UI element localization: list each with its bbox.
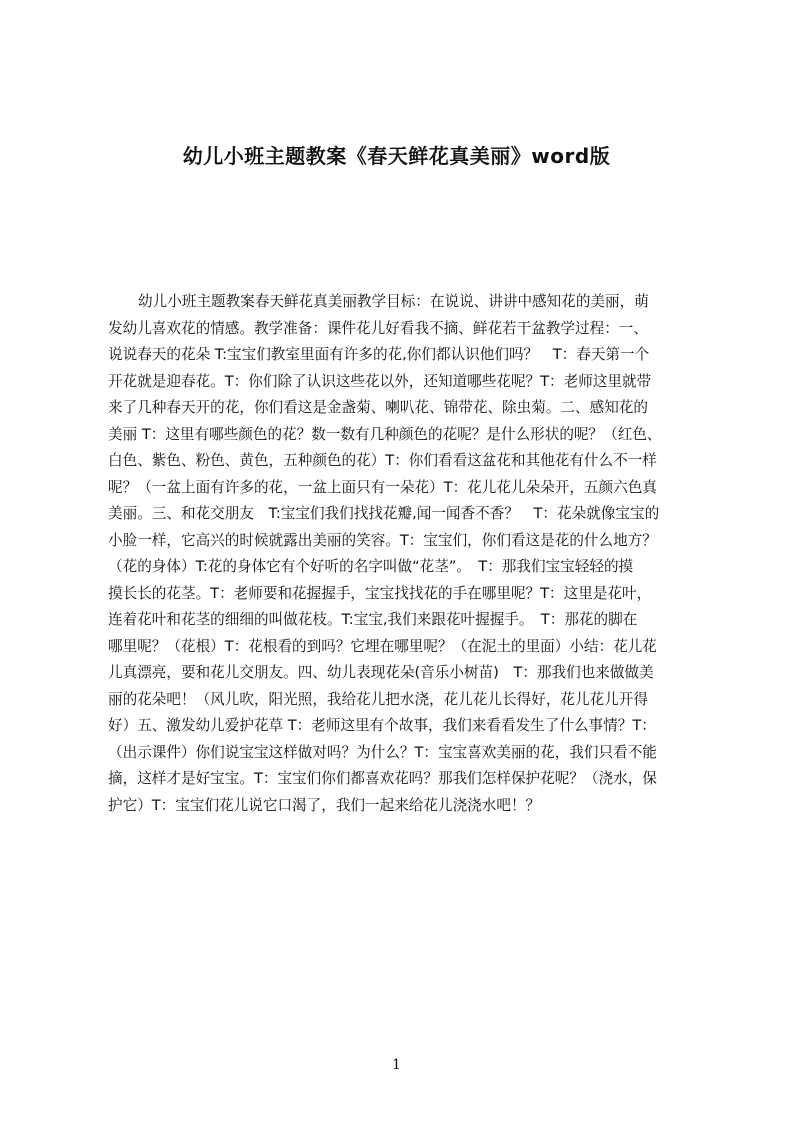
body-line: 丽的花朵吧！（风儿吹，阳光照，我给花儿把水浇，花儿花儿长得好，花儿花儿开得 [108, 690, 648, 708]
body-line: 哪里呢？（花根）T：花根看的到吗？它埋在哪里呢？（在泥土的里面）小结：花儿花 [108, 637, 657, 655]
body-line: 幼儿小班主题教案春天鲜花真美丽教学目标：在说说、讲讲中感知花的美丽，萌 [138, 293, 649, 310]
page-number: 1 [392, 1057, 401, 1073]
body-line: 开花就是迎春花。T：你们除了认识这些花以外，还知道哪些花呢？T：老师这里就带 [108, 372, 652, 390]
body-line: 白色、紫色、粉色、黄色，五种颜色的花）T：你们看看这盆花和其他花有什么不一样 [108, 452, 657, 469]
body-line: 连着花叶和花茎的细细的叫做花枝。T:宝宝,我们来跟花叶握握手。 T：那花的脚在 [108, 611, 638, 628]
body-line: （花的身体）T:花的身体它有个好听的名字叫做“花茎”。 T：那我们宝宝轻轻的摸 [108, 558, 634, 575]
document-body [108, 289, 698, 829]
body-line: 来了几种春天开的花，你们看这是金盏菊、喇叭花、锦带花、除虫菊。二、感知花的 [108, 399, 648, 416]
body-line: 好）五、激发幼儿爱护花草 T：老师这里有个故事，我们来看看发生了什么事情？T： [108, 717, 656, 734]
body-line: 摘，这样才是好宝宝。T：宝宝们你们都喜欢花吗？那我们怎样保护花呢？（浇水，保 [108, 770, 657, 787]
body-line: 发幼儿喜欢花的情感。教学准备：课件花儿好看我不摘、鲜花若干盆教学过程：一、 [108, 319, 648, 337]
body-line: 美丽 T：这里有哪些颜色的花？数一数有几种颜色的花呢？是什么形状的呢？（红色、 [108, 425, 662, 443]
body-line: 儿真漂亮，要和花儿交朋友。四、幼儿表现花朵(音乐小树苗) T：那我们也来做做美 [108, 664, 654, 681]
body-line: 护它）T：宝宝们花儿说它口渴了，我们一起来给花儿浇浇水吧！？ [108, 796, 541, 814]
document-title: 幼儿小班主题教案《春天鲜花真美丽》word版 [182, 144, 611, 168]
body-line: 说说春天的花朵 T:宝宝们教室里面有许多的花,你们都认识他们吗？ T：春天第一个 [108, 346, 650, 363]
body-line: 呢？（一盆上面有许多的花，一盆上面只有一朵花）T：花儿花儿朵朵开，五颜六色真 [108, 478, 657, 496]
body-line: 摸长长的花茎。T：老师要和花握握手，宝宝找找花的手在哪里呢？T：这里是花叶， [108, 584, 652, 602]
body-line: （出示课件）你们说宝宝这样做对吗？为什么？T：宝宝喜欢美丽的花，我们只看不能 [108, 743, 657, 761]
body-line: 小脸一样，它高兴的时候就露出美丽的笑容。T：宝宝们，你们看这是花的什么地方？ [108, 531, 657, 549]
body-line: 美丽。三、和花交朋友 T:宝宝们我们找找花瓣,闻一闻香不香？ T：花朵就像宝宝的 [108, 505, 660, 522]
